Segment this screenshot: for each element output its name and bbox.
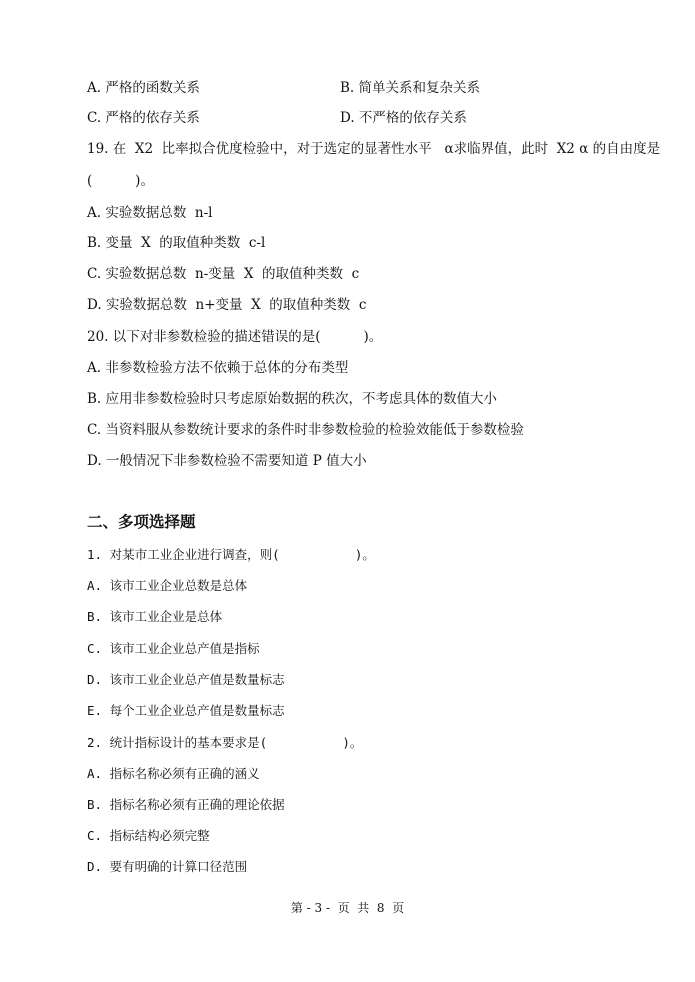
q20-stem: 20. 以下对非参数检验的描述错误的是( )。 [87, 329, 383, 345]
q20-option-d: D. 一般情况下非参数检验不需要知道 P 值大小 [87, 453, 367, 469]
q19-option-b: B. 变量 X 的取值种类数 c-l [87, 235, 266, 251]
q19-option-a: A. 实验数据总数 n-l [87, 205, 213, 221]
q18-option-a: A. 严格的函数关系 [87, 80, 200, 96]
mq1-option-b: B. 该市工业企业是总体 [87, 609, 223, 624]
page-footer: 第 - 3 - 页 共 8 页 [290, 901, 405, 915]
q19-stem-blank: ( )。 [87, 173, 154, 189]
mq2-option-d: D. 要有明确的计算口径范围 [87, 859, 248, 874]
mq2-stem: 2. 统计指标设计的基本要求是( )。 [87, 735, 363, 750]
mq1-stem: 1. 对某市工业企业进行调查，则( )。 [87, 547, 375, 562]
mq1-option-a: A. 该市工业企业总数是总体 [87, 578, 248, 593]
q19-option-c: C. 实验数据总数 n-变量 X 的取值种类数 c [87, 266, 360, 282]
q19-stem: 19. 在 X2 比率拟合优度检验中，对于选定的显著性水平 α求临界值，此时 X2 α 的自由度是 [87, 141, 661, 157]
mq2-option-b: B. 指标名称必须有正确的理论依据 [87, 797, 285, 812]
section-heading: 二、多项选择题 [87, 513, 196, 531]
q18-option-c: C. 严格的依存关系 [87, 110, 200, 126]
q20-option-a: A. 非参数检验方法不依赖于总体的分布类型 [87, 360, 349, 376]
mq1-option-e: E. 每个工业企业总产值是数量标志 [87, 703, 285, 718]
q20-option-c: C. 当资料服从参数统计要求的条件时非参数检验的检验效能低于参数检验 [87, 422, 524, 438]
mq2-option-c: C. 指标结构必须完整 [87, 828, 210, 843]
q19-option-d: D. 实验数据总数 n+变量 X 的取值种类数 c [87, 297, 367, 313]
q20-option-b: B. 应用非参数检验时只考虑原始数据的秩次，不考虑具体的数值大小 [87, 391, 498, 407]
mq1-option-c: C. 该市工业企业总产值是指标 [87, 641, 260, 656]
mq1-option-d: D. 该市工业企业总产值是数量标志 [87, 672, 285, 687]
q18-option-b: B. 简单关系和复杂关系 [340, 80, 481, 96]
q18-option-d: D. 不严格的依存关系 [340, 110, 467, 126]
mq2-option-a: A. 指标名称必须有正确的涵义 [87, 766, 260, 781]
